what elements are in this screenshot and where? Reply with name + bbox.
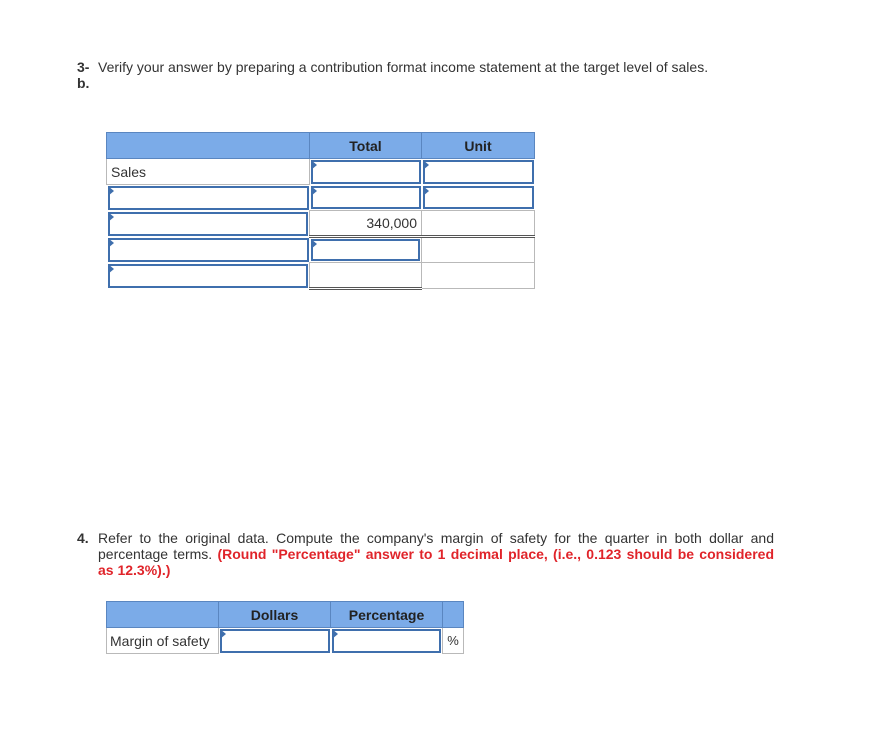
question-4-instruction: (Round "Percentage" answer to 1 decimal place, (i.e., 0.123 should be considered as 12.3%).): [98, 546, 774, 578]
table-row: [107, 628, 464, 654]
margin-of-safety-table: [106, 601, 464, 654]
sales-unit-input[interactable]: [422, 159, 535, 185]
header-unit: Unit: [422, 133, 535, 159]
row-3-label-input[interactable]: [107, 211, 310, 237]
row-4-total-input[interactable]: [310, 237, 422, 263]
table-header-row: [107, 602, 464, 628]
row-4-unit-cell: [422, 237, 535, 263]
input-flag-icon: [108, 264, 114, 274]
question-3-text: Verify your answer by preparing a contribution format income statement at the target level of sales.: [98, 59, 709, 75]
input-flag-icon: [311, 160, 317, 170]
input-flag-icon: [423, 186, 429, 196]
header-blank: [107, 133, 310, 159]
input-flag-icon: [108, 212, 114, 222]
row-2-total-input[interactable]: [310, 185, 422, 211]
input-flag-icon: [332, 629, 338, 639]
question-4-text: Refer to the original data. Compute the company's margin of safety for the quarter in both dollar and percentage terms.: [98, 530, 774, 562]
input-flag-icon: [423, 160, 429, 170]
row-5-label-input[interactable]: [107, 263, 310, 289]
sales-total-input[interactable]: [310, 159, 422, 185]
percent-sign: %: [443, 628, 464, 654]
input-flag-icon: [108, 186, 114, 196]
row-5-unit-cell: [422, 263, 535, 289]
row-label-sales: Sales: [107, 159, 310, 185]
question-4-number: 4.: [77, 530, 89, 546]
input-flag-icon: [108, 238, 114, 248]
header-percentage: Percentage: [331, 602, 443, 628]
margin-percentage-input[interactable]: [331, 628, 443, 654]
row-3-unit-cell: [422, 211, 535, 237]
row-label-margin-of-safety: Margin of safety: [107, 628, 219, 654]
header-total: Total: [310, 133, 422, 159]
row-3-total-value: 340,000: [310, 211, 422, 237]
question-3-subpart: b.: [77, 75, 90, 91]
income-statement-table: [106, 132, 535, 290]
header-blank: [107, 602, 219, 628]
header-dollars: Dollars: [219, 602, 331, 628]
table-row: [107, 159, 535, 185]
question-3: [77, 59, 857, 91]
question-4: [77, 530, 774, 578]
table-row: [107, 237, 535, 263]
header-blank-end: [443, 602, 464, 628]
table-row: [107, 263, 535, 289]
row-2-label-input[interactable]: [107, 185, 310, 211]
row-5-total-cell: [310, 263, 422, 289]
input-flag-icon: [311, 186, 317, 196]
input-flag-icon: [220, 629, 226, 639]
question-3-number: 3-: [77, 59, 90, 75]
table-row: [107, 211, 535, 237]
table-header-row: [107, 133, 535, 159]
row-4-label-input[interactable]: [107, 237, 310, 263]
input-flag-icon: [311, 239, 317, 249]
table-row: [107, 185, 535, 211]
margin-dollars-input[interactable]: [219, 628, 331, 654]
row-2-unit-input[interactable]: [422, 185, 535, 211]
